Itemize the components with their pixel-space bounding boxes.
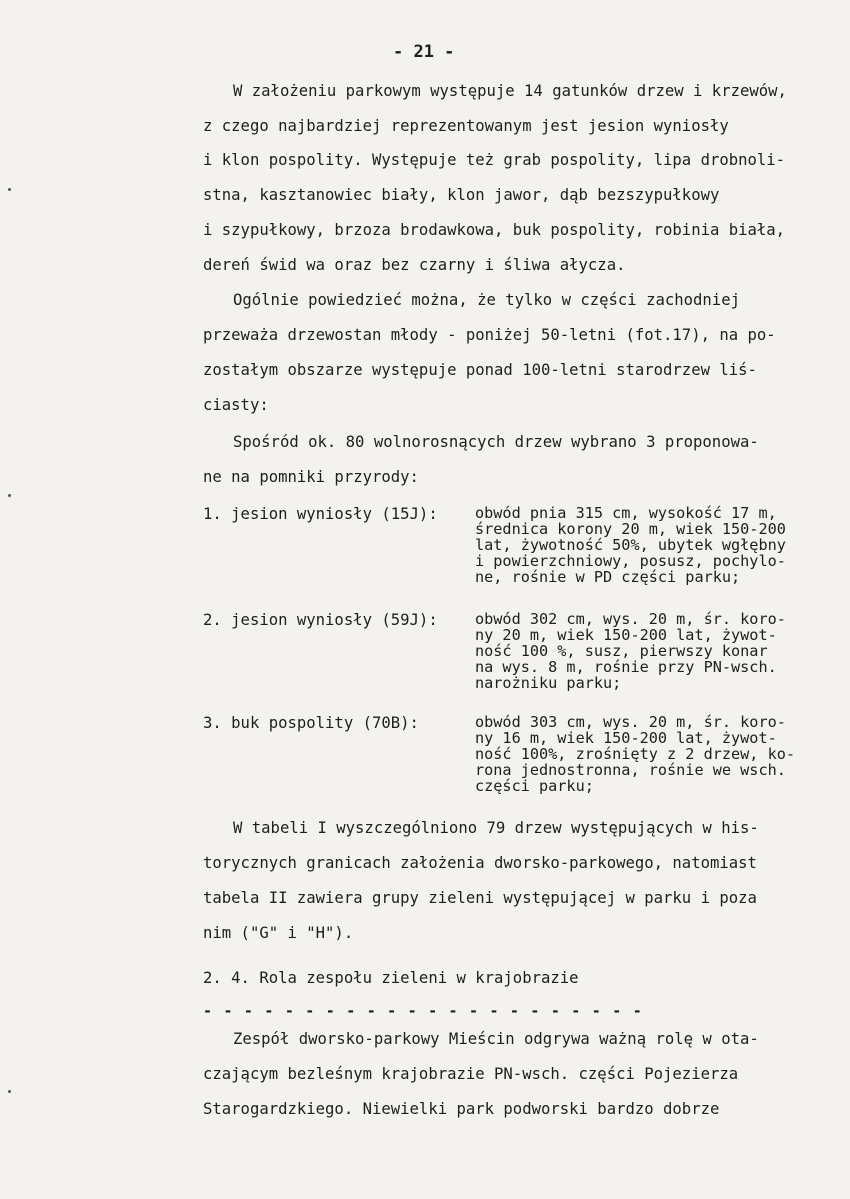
tree-item-desc-line: i powierzchniowy, posusz, pochylo- <box>475 552 786 570</box>
tree-item-desc-line: ne, rośnie w PD części parku; <box>475 568 741 586</box>
text-line: tabela II zawiera grupy zieleni występującej w parku i poza <box>203 889 757 907</box>
tree-item-desc-line: ność 100%, zrośnięty z 2 drzew, ko- <box>475 745 796 763</box>
tree-item-desc-line: średnica korony 20 m, wiek 150-200 <box>475 520 786 538</box>
text-line: Spośród ok. 80 wolnorosnących drzew wybrano 3 proponowa- <box>233 433 759 451</box>
page-number: - 21 - <box>393 42 455 62</box>
tree-item-desc-line: ny 20 m, wiek 150-200 lat, żywot- <box>475 626 777 644</box>
tree-item-label: 1. jesion wyniosły (15J): <box>203 505 438 523</box>
text-line: ciasty: <box>203 396 269 414</box>
text-line: W tabeli I wyszczególniono 79 drzew występujących w his- <box>233 819 759 837</box>
tree-item-label: 3. buk pospolity (70B): <box>203 714 419 732</box>
text-line: i klon pospolity. Występuje też grab pospolity, lipa drobnoli- <box>203 151 786 169</box>
tree-item-label: 2. jesion wyniosły (59J): <box>203 611 438 629</box>
tree-item-desc-line: narożniku parku; <box>475 674 622 692</box>
tree-item-desc-line: rona jednostronna, rośnie we wsch. <box>475 761 786 779</box>
tree-item-desc-line: części parku; <box>475 777 594 795</box>
text-line: torycznych granicach założenia dworsko-parkowego, natomiast <box>203 854 757 872</box>
tree-item-desc-line: ność 100 %, susz, pierwszy konar <box>475 642 768 660</box>
text-line: nim ("G" i "H"). <box>203 924 354 942</box>
section-heading: 2. 4. Rola zespołu zieleni w krajobrazie <box>203 969 579 987</box>
tree-item-desc-line: lat, żywotność 50%, ubytek wgłębny <box>475 536 786 554</box>
text-line: ne na pomniki przyrody: <box>203 468 419 486</box>
tree-item-desc-line: obwód pnia 315 cm, wysokość 17 m, <box>475 504 777 522</box>
text-line: W założeniu parkowym występuje 14 gatunków drzew i krzewów, <box>233 82 787 100</box>
text-line: czającym bezleśnym krajobrazie PN-wsch. części Pojezierza <box>203 1065 739 1083</box>
tree-item-desc-line: na wys. 8 m, rośnie przy PN-wsch. <box>475 658 777 676</box>
text-line: przeważa drzewostan młody - poniżej 50-letni (fot.17), na po- <box>203 326 776 344</box>
text-line: Zespół dworsko-parkowy Mieścin odgrywa ważną rolę w ota- <box>233 1030 759 1048</box>
text-line: z czego najbardziej reprezentowanym jest jesion wyniosły <box>203 117 729 135</box>
tree-item-desc-line: obwód 303 cm, wys. 20 m, śr. koro- <box>475 713 786 731</box>
text-line: Starogardzkiego. Niewielki park podworski bardzo dobrze <box>203 1100 720 1118</box>
text-line: i szypułkowy, brzoza brodawkowa, buk pospolity, robinia biała, <box>203 221 786 239</box>
text-line: stna, kasztanowiec biały, klon jawor, dąb bezszypułkowy <box>203 186 720 204</box>
section-heading-underline: - - - - - - - - - - - - - - - - - - - - - - <box>203 1002 643 1020</box>
text-line: zostałym obszarze występuje ponad 100-letni starodrzew liś- <box>203 361 757 379</box>
scan-speck <box>8 188 11 191</box>
tree-item-desc-line: obwód 302 cm, wys. 20 m, śr. koro- <box>475 610 786 628</box>
scan-speck <box>8 494 11 497</box>
scan-speck <box>8 1090 11 1093</box>
tree-item-desc-line: ny 16 m, wiek 150-200 lat, żywot- <box>475 729 777 747</box>
text-line: Ogólnie powiedzieć można, że tylko w części zachodniej <box>233 291 740 309</box>
text-line: dereń świd wa oraz bez czarny i śliwa ałycza. <box>203 256 626 274</box>
